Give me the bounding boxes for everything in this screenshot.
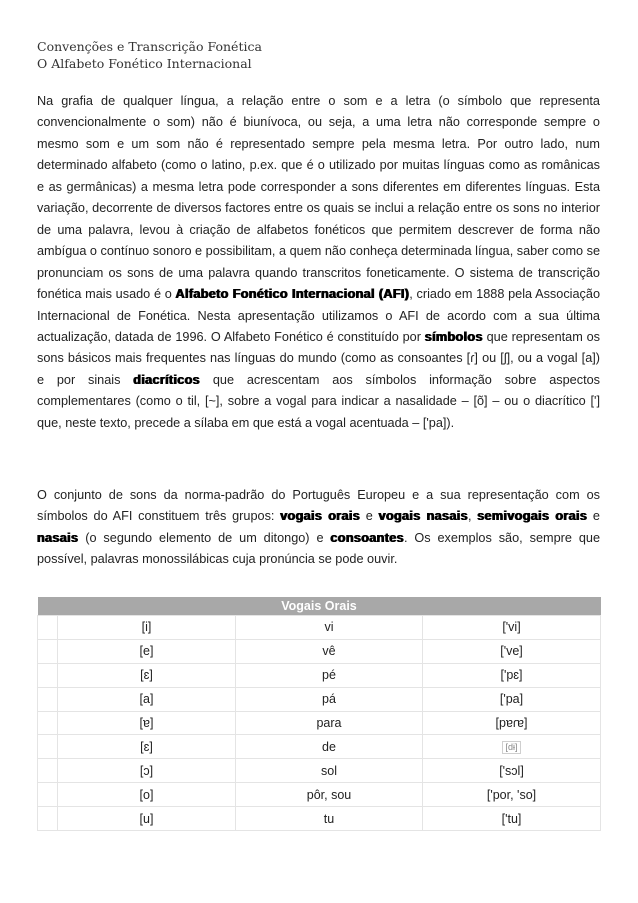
link-vogais-orais[interactable]: vogais orais [280,509,361,524]
row-marker-cell [38,663,58,687]
header-title: Convenções e Transcrição Fonética [37,39,262,54]
word-cell: pôr, sou [236,783,423,807]
text-segment: que representam os sons básicos mais frequentes nas línguas do mundo (como as consoantes [ɾ] ou [ʃ], ou a vogal [a]) e por sinais [37,329,600,387]
row-marker-cell [38,711,58,735]
transcription-cell: ['pa] [423,687,601,711]
table-body [38,616,601,831]
transcription-cell: ['vi] [423,616,601,640]
row-marker-cell [38,759,58,783]
transcription-cell: ['sɔl] [423,759,601,783]
link-vogais-nasais[interactable]: vogais nasais [378,509,468,524]
word-cell: vê [236,639,423,663]
intro-paragraph [37,91,600,434]
link-afi[interactable]: Alfabeto Fonético Internacional (AFI) [175,287,410,302]
transcription-cell: ['por, 'so] [423,783,601,807]
symbol-cell: [e] [58,639,236,663]
text-segment: (o segundo elemento de um ditongo) e [78,530,331,545]
document-header [37,38,262,72]
word-cell: pá [236,687,423,711]
link-semivogais-orais[interactable]: semivogais orais [477,509,588,524]
transcription-cell: [pɐɾɐ] [423,711,601,735]
link-simbolos[interactable]: símbolos [424,329,483,344]
symbol-cell: [i] [58,616,236,640]
text-segment: , [467,509,478,524]
transcription-cell [423,735,601,759]
text-segment: , criado em 1888 pela Associação Internacional de Fonética. Nesta apresentação utilizamos o AFI de acordo com a sua última actualização, datada de 1996. O Alfabeto Fonético é constituído por [37,287,601,344]
text-segment: Na grafia de qualquer língua, a relação entre o som e a letra (o símbolo que representa convencionalmente o som) não é biunívoca, ou seja, a uma letra não corresponde sempre o mesmo som e um som não é representado sempre pela mesma letra. Por outro lado, num determinado alfabeto (como o latino, p.ex. que é o utilizado por muitas línguas como as românicas e as germânicas) a mesma letra pode corresponder a sons diferentes em diferentes línguas. Esta variação, decorrente de diversos factores entre os quais se inclui a relação entre os sons no interior de uma palavra, levou à criação de alfabetos fonéticos que permitem descrever de forma não ambígua o contínuo sonoro e possibilitam, a quem não conheça determinada língua, saber como se pronunciam os sons de uma palavra quando transcritos foneticamente. O sistema de transcrição fonética mais usado é o [37,94,600,302]
table-row [38,783,601,807]
table-title: Vogais Orais [38,597,601,616]
symbol-cell: [o] [58,783,236,807]
row-marker-cell [38,616,58,640]
row-marker-cell [38,735,58,759]
vowels-table [37,597,601,831]
symbol-cell: [ɔ] [58,759,236,783]
transcription-cell: ['tu] [423,807,601,831]
symbol-cell: [a] [58,687,236,711]
text-segment: e [587,509,600,524]
text-segment: O conjunto de sons da norma-padrão do Português Europeu e a sua representação com os símbolos do AFI constituem três grupos: [37,488,600,524]
row-marker-cell [38,639,58,663]
symbol-cell: [ɐ] [58,711,236,735]
groups-paragraph [37,485,600,571]
table-header-row [38,597,601,616]
row-marker-cell [38,783,58,807]
link-diacriticos[interactable]: diacríticos [133,372,201,387]
link-nasais[interactable]: nasais [37,530,79,545]
word-cell: de [236,735,423,759]
transcription-cell: ['pɛ] [423,663,601,687]
transcription-cell: ['ve] [423,639,601,663]
word-cell: sol [236,759,423,783]
word-cell: pé [236,663,423,687]
row-marker-cell [38,807,58,831]
table-row [38,735,601,759]
symbol-cell: [u] [58,807,236,831]
table-row [38,759,601,783]
link-consoantes[interactable]: consoantes [330,530,404,545]
word-cell: tu [236,807,423,831]
word-cell: vi [236,616,423,640]
text-segment: e [360,509,379,524]
table-row [38,639,601,663]
table-row [38,807,601,831]
word-cell: para [236,711,423,735]
text-segment: . Os exemplos são, sempre que possível, palavras monossilábicas cuja pronúncia se pode ouvir. [37,530,600,567]
symbol-cell: [ɛ] [58,663,236,687]
table-row [38,711,601,735]
table-row [38,663,601,687]
transcription-image-icon: [dɨ] [502,741,520,754]
symbol-cell: [ɛ] [58,735,236,759]
row-marker-cell [38,687,58,711]
table-row [38,616,601,640]
text-segment: que acrescentam aos símbolos informação sobre aspectos complementares (como o til, [~], sobre a vogal para indicar a nasalidade – [õ] – ou o diacrítico ['] que, neste texto, precede a sílaba em que está a vogal acentuada – ['pa]). [37,372,601,430]
header-subtitle: O Alfabeto Fonético Internacional [37,56,252,71]
table-row [38,687,601,711]
